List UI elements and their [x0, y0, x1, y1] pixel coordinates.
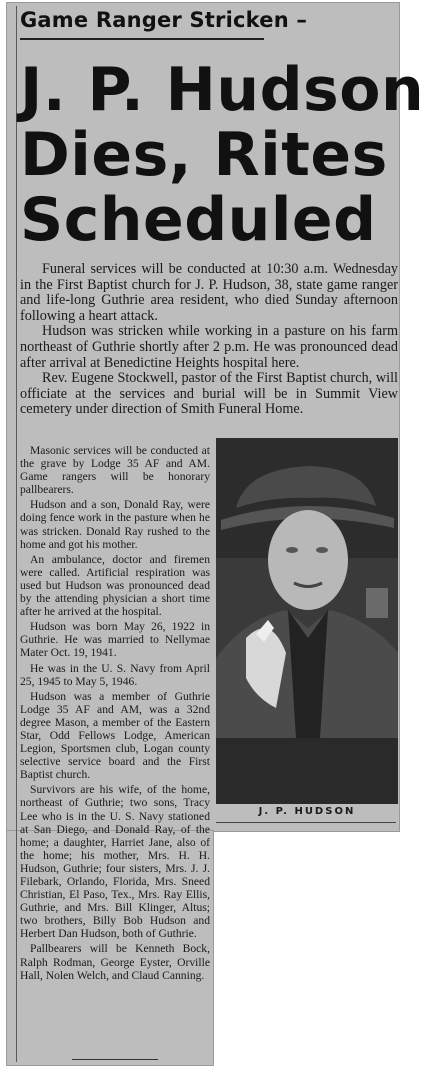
body-paragraph: Hudson was born May 26, 1922 in Guthrie. He was married to Nellymae Mater Oct. 19, 1941. — [20, 620, 210, 660]
column-rule — [16, 6, 17, 1062]
caption-rule — [216, 822, 396, 823]
end-rule — [72, 1059, 158, 1060]
portrait-illustration — [216, 438, 398, 804]
body-paragraph: An ambulance, doctor and firemen were called. Artificial respiration was used but Hudson was pronounced dead by the attending physician a short time after he arrived at the hospital. — [20, 552, 210, 619]
lead-paragraph: Hudson was stricken while working in a pasture on his farm northeast of Guthrie shortly after 2 p.m. He was pronounced dead after arrival at Benedictine Heights hospital here. — [20, 323, 398, 371]
lead-text — [20, 262, 398, 418]
lead-paragraph: Rev. Eugene Stockwell, pastor of the First Baptist church, will officiate at the services and burial will be in Summit View cemetery under direction of Smith Funeral Home. — [20, 370, 398, 418]
headline-line: Scheduled — [20, 185, 377, 255]
body-paragraph: Pallbearers will be Kenneth Bock, Ralph Rodman, George Eyster, Orville Hall, Nolen Welch, and Claud Canning. — [20, 942, 210, 982]
body-column — [20, 444, 210, 984]
headline-line: J. P. Hudson — [20, 55, 425, 125]
body-paragraph: Hudson and a son, Donald Ray, were doing fence work in the pasture when he was stricken. Donald Ray rushed to the home and got his mother. — [20, 498, 210, 551]
photo-caption: J. P. HUDSON — [258, 806, 356, 817]
body-paragraph: Masonic services will be conducted at the grave by Lodge 35 AF and AM. Game rangers will be honorary pallbearers. — [20, 444, 210, 497]
portrait-photo — [216, 438, 398, 804]
body-paragraph: Survivors are his wife, of the home, northeast of Guthrie; two sons, Tracy Lee who is in the U. S. Navy stationed at San Diego, and Donald Ray, of the home; a daughter, Harriet Jane, also of the home; his mother, Mrs. H. H. Hudson, Guthrie; four sisters, Mrs. J. J. Filebark, Orlando, Florida, Mrs. Sneed Christian, El Paso, Tex., Mrs. Ray Ellis, Guthrie, and Mrs. Bill Klinger, Altus; two brothers, Billy Bob Hudson and Herbert Dan Hudson, both of Guthrie. — [20, 783, 210, 941]
kicker-headline: Game Ranger Stricken – — [20, 8, 308, 32]
body-paragraph: He was in the U. S. Navy from April 25, 1945 to May 5, 1946. — [20, 661, 210, 688]
lead-paragraph: Funeral services will be conducted at 10:30 a.m. Wednesday in the First Baptist church for J. P. Hudson, 38, state game ranger and life-long Guthrie area resident, who died Sunday afternoon following a heart attack. — [20, 261, 398, 324]
headline-line: Dies, Rites — [20, 120, 388, 190]
kicker-underline — [20, 38, 264, 40]
body-paragraph: Hudson was a member of Guthrie Lodge 35 AF and AM, was a 32nd degree Mason, a member of the Eastern Star, Odd Fellows Lodge, American Legion, Sportsmen club, Logan county selective service board and the First Baptist church. — [20, 689, 210, 782]
main-headline — [20, 55, 425, 255]
